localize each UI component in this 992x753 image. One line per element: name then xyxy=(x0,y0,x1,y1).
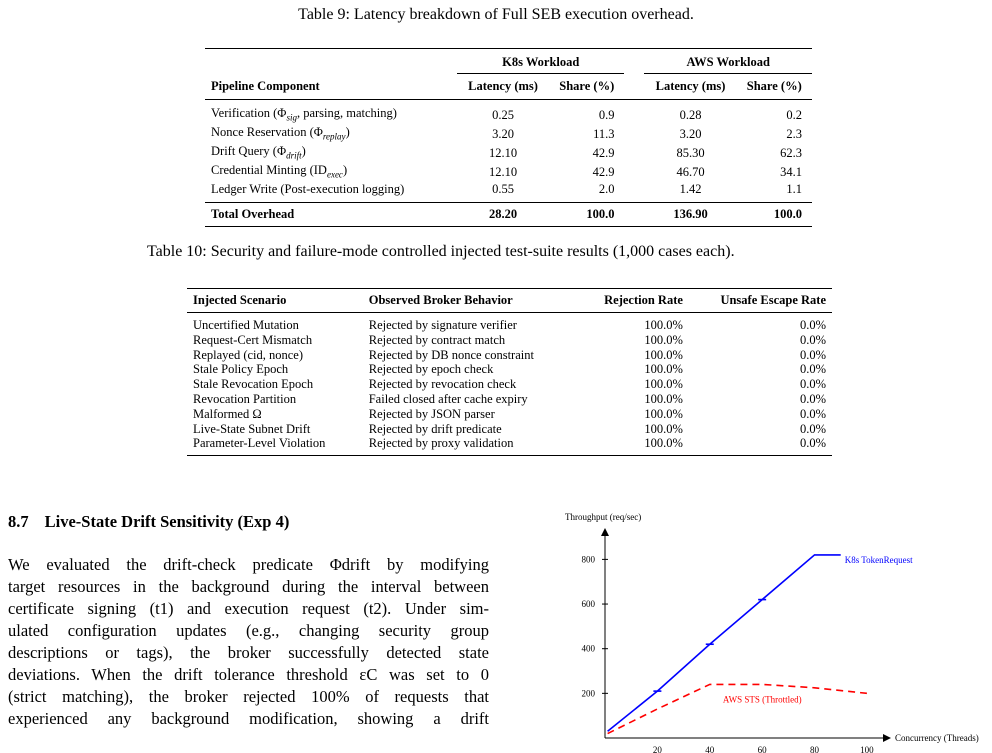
y-tick-label: 600 xyxy=(581,599,595,610)
cell-value: 100.0% xyxy=(644,347,683,362)
cell-value: Live-State Subnet Drift xyxy=(193,421,311,436)
table-row xyxy=(187,377,832,392)
cell-value: 0.0% xyxy=(799,421,826,436)
cell-value: Request-Cert Mismatch xyxy=(193,332,313,347)
total-label: Total Overhead xyxy=(211,206,295,221)
component-name: Ledger Write (Post-execution logging) xyxy=(211,182,405,196)
component-name: Drift Query $(\Phi_{drift})$ xyxy=(211,144,306,161)
cell-value: Malformed Ω xyxy=(193,406,262,421)
paragraph-line: descriptions or tags), the broker successfully detected state xyxy=(8,643,489,662)
table-row xyxy=(187,392,832,407)
y-axis-arrow xyxy=(601,528,609,536)
x-tick-label: 60 xyxy=(757,745,767,753)
cell-value: Failed closed after cache expiry xyxy=(368,391,528,406)
section-paragraph xyxy=(8,554,489,730)
x-axis-label: Concurrency (Threads) xyxy=(895,733,979,743)
cell-value: 100.0% xyxy=(644,362,683,377)
section-title: Live-State Drift Sensitivity (Exp 4) xyxy=(44,512,290,531)
table9-caption: Table 9: Latency breakdown of Full SEB execution overhead. xyxy=(298,6,694,23)
col-header-component: Pipeline Component xyxy=(211,78,320,93)
component-name: Nonce Reservation $(\Phi_{replay})$ xyxy=(211,125,350,142)
cell-value: Revocation Partition xyxy=(193,391,297,406)
x-axis-arrow xyxy=(883,734,891,742)
cell-value: 42.9 xyxy=(592,165,615,180)
total-value: 28.20 xyxy=(488,206,518,221)
cell-value: 34.1 xyxy=(780,165,802,180)
paragraph-line: ulated configuration updates (e.g., changing security group xyxy=(8,621,489,640)
cell-value: Rejected by signature verifier xyxy=(368,318,517,332)
table-row xyxy=(187,436,832,455)
total-value: 100.0 xyxy=(586,206,615,221)
cell-value: 42.9 xyxy=(592,146,615,161)
col-header: Share (%) xyxy=(746,79,802,93)
group-header-k8s: K8s Workload xyxy=(457,49,624,74)
cell-value: 100.0% xyxy=(644,318,683,332)
series-label-aws: AWS STS (Throttled) xyxy=(722,694,802,705)
table-row xyxy=(187,313,832,333)
series-line xyxy=(608,555,841,731)
cell-value: Rejected by JSON parser xyxy=(368,406,495,421)
cell-value: 2.0 xyxy=(598,182,615,196)
cell-value: Stale Policy Epoch xyxy=(193,362,289,377)
cell-value: Rejected by DB nonce constraint xyxy=(368,347,534,362)
paragraph-line: (strict matching), the broker rejected 100% of requests that xyxy=(8,687,489,706)
col-header-escape: Unsafe Escape Rate xyxy=(720,293,826,308)
cell-value: 0.55 xyxy=(492,182,514,196)
group-header-aws: AWS Workload xyxy=(644,49,812,74)
col-header: Latency (ms) xyxy=(468,79,538,93)
table-row xyxy=(205,144,812,163)
cell-value: 12.10 xyxy=(488,146,518,161)
cell-value: 100.0% xyxy=(644,421,683,436)
section-heading xyxy=(8,512,289,532)
cell-value: 100.0% xyxy=(644,377,683,392)
cell-value: 100.0% xyxy=(644,436,683,451)
x-tick-label: 80 xyxy=(810,745,820,753)
paragraph-line: certificate signing (t1) and execution request (t2). Under sim- xyxy=(8,599,489,618)
cell-value: 0.25 xyxy=(492,108,514,123)
paragraph-line: experienced any background modification, showing a drift xyxy=(8,709,489,728)
cell-value: 0.2 xyxy=(786,108,802,123)
cell-value: 46.70 xyxy=(676,165,705,180)
y-tick-label: 800 xyxy=(581,554,595,565)
x-tick-label: 20 xyxy=(652,745,662,753)
cell-value: 0.0% xyxy=(799,332,826,347)
table-row xyxy=(187,362,832,377)
cell-value: 11.3 xyxy=(593,127,615,142)
col-header-behavior: Observed Broker Behavior xyxy=(368,293,513,308)
cell-value: 0.28 xyxy=(679,108,702,123)
cell-value: Rejected by proxy validation xyxy=(368,436,514,451)
series-line xyxy=(608,684,867,733)
table-row xyxy=(205,182,812,202)
cell-value: 1.1 xyxy=(786,182,802,196)
cell-value: 0.0% xyxy=(799,406,826,421)
table-row xyxy=(187,407,832,422)
cell-value: Parameter-Level Violation xyxy=(193,436,326,451)
cell-value: 12.10 xyxy=(488,165,518,180)
x-tick-label: 100 xyxy=(860,745,874,753)
table-row xyxy=(187,422,832,437)
cell-value: Rejected by epoch check xyxy=(368,362,494,377)
col-header: Share (%) xyxy=(559,79,615,93)
total-value: 136.90 xyxy=(673,206,708,221)
cell-value: 2.3 xyxy=(786,127,802,142)
table-row xyxy=(187,333,832,348)
cell-value: 0.9 xyxy=(598,108,615,123)
cell-value: 0.0% xyxy=(799,391,826,406)
cell-value: 100.0% xyxy=(644,406,683,421)
cell-value: 0.0% xyxy=(799,347,826,362)
cell-value: Rejected by drift predicate xyxy=(368,421,502,436)
y-tick-label: 200 xyxy=(581,688,595,699)
x-tick-label: 40 xyxy=(705,745,715,753)
cell-value: 0.0% xyxy=(799,318,826,332)
y-tick-label: 400 xyxy=(581,643,595,654)
cell-value: 1.42 xyxy=(679,182,702,196)
cell-value: 3.20 xyxy=(679,127,702,142)
col-header-scenario: Injected Scenario xyxy=(193,293,287,308)
latency-table xyxy=(205,48,812,227)
cell-value: 3.20 xyxy=(492,127,514,142)
cell-value: 85.30 xyxy=(676,146,705,161)
table10-caption: Table 10: Security and failure-mode controlled injected test-suite results (1,000 cases each). xyxy=(147,243,735,260)
cell-value: 100.0% xyxy=(644,332,683,347)
paragraph-line: We evaluated the drift-check predicate Φdrift by modifying xyxy=(8,555,489,574)
cell-value: Replayed (cid, nonce) xyxy=(193,347,304,362)
security-table xyxy=(187,288,832,456)
table-row xyxy=(205,163,812,182)
series-label-k8s: K8s TokenRequest xyxy=(844,554,913,565)
total-value: 100.0 xyxy=(773,206,802,221)
paragraph-line: target resources in the background during the interval between xyxy=(8,577,489,596)
cell-value: 0.0% xyxy=(799,362,826,377)
cell-value: Stale Revocation Epoch xyxy=(193,377,314,392)
throughput-chart xyxy=(545,508,990,753)
table-row xyxy=(187,348,832,363)
cell-value: 0.0% xyxy=(799,436,826,451)
table-row xyxy=(205,100,812,126)
cell-value: 62.3 xyxy=(780,146,802,161)
component-name: Verification ($\Phi_{sig}$, parsing, matching) xyxy=(211,106,397,123)
component-name: Credential Minting $(ID_{exec})$ xyxy=(211,163,348,180)
y-axis-label: Throughput (req/sec) xyxy=(565,512,642,522)
table-row xyxy=(205,125,812,144)
col-header: Latency (ms) xyxy=(655,79,726,93)
cell-value: Rejected by revocation check xyxy=(368,377,517,392)
cell-value: 100.0% xyxy=(644,391,683,406)
cell-value: Uncertified Mutation xyxy=(193,318,299,332)
cell-value: Rejected by contract match xyxy=(368,332,506,347)
col-header-rejection: Rejection Rate xyxy=(604,293,683,308)
paragraph-line: deviations. When the drift tolerance threshold εC was set to 0 xyxy=(8,665,489,684)
cell-value: 0.0% xyxy=(799,377,826,392)
section-number: 8.7 xyxy=(8,512,29,531)
